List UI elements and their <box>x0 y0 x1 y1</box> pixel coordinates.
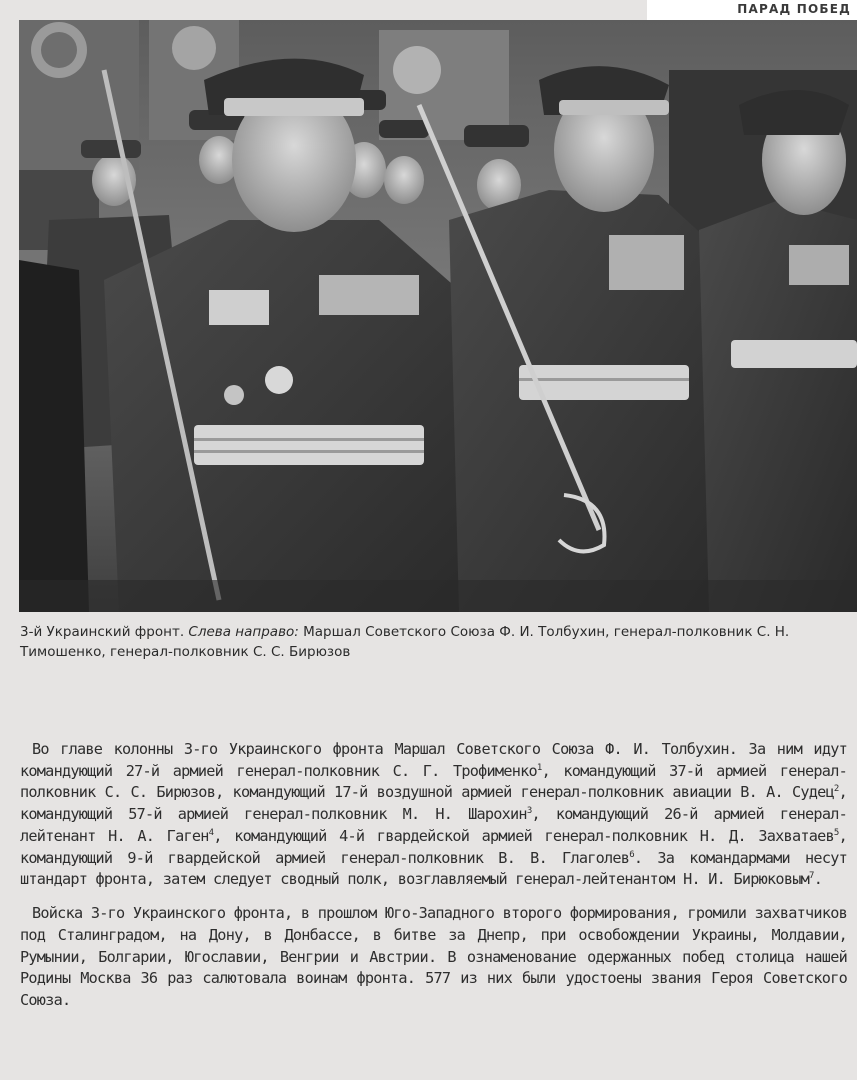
photo-caption <box>20 622 845 663</box>
caption-lead: 3-й Украинский фронт. <box>20 624 185 640</box>
running-head: ПАРАД ПОБЕД <box>737 2 851 16</box>
footnote-ref-4: 4 <box>208 827 214 838</box>
p1-text-5: , командующий 4-й гвардейской армией генерал-полковник Н. Д. Захватаев <box>213 826 834 845</box>
p1-text-4: , командующий 26-й армией генерал-лейтенант Н. А. Гаген <box>20 805 847 845</box>
footnote-ref-2: 2 <box>833 784 839 795</box>
caption-names: Маршал Советского Союза Ф. И. Толбухин, генерал-полковник С. Н. Тимошенко, генерал-полковник С. С. Бирюзов <box>20 624 790 661</box>
parade-photo <box>19 20 857 612</box>
p1-text-1: Во главе колонны 3-го Украинского фронта Маршал Советского Союза Ф. И. Толбухин. За ним идут командующий 27-й армией генерал-полковник С. Г. Трофименко <box>20 740 847 780</box>
parade-photo-illustration <box>19 20 857 612</box>
p1-text-3: , командующий 57-й армией генерал-полковник М. Н. Шарохин <box>20 783 847 824</box>
article-body <box>20 739 847 1024</box>
running-head-area <box>647 0 857 20</box>
footnote-ref-1: 1 <box>536 762 542 773</box>
footnote-ref-6: 6 <box>629 849 634 860</box>
footnote-ref-3: 3 <box>526 806 532 817</box>
footnote-ref-7: 7 <box>809 871 814 882</box>
p1-text-8: . <box>813 870 823 889</box>
p1-text-7: . За командармами несут штандарт фронта, затем следует сводный полк, возглавляемый генерал-лейтенантом Н. И. Бирюковым <box>20 848 847 889</box>
footnote-ref-5: 5 <box>833 827 839 838</box>
paragraph-2: Войска 3-го Украинского фронта, в прошлом Юго-Западного второго формирования, громили захватчиков под Сталинградом, на Дону, в Донбассе, в битве за Днепр, при освобождении Украины, Молдавии, Румынии, Болгарии, Югославии, Венгрии и Австрии. В ознаменование одержанных побед столица нашей Родины Москва 36 раз салютовала воинам фронта. 577 из них были удостоены звания Героя Советского Союза. <box>20 904 847 1010</box>
paragraph-1 <box>20 739 847 891</box>
p1-text-6: , командующий 9-й гвардейской армией генерал-полковник В. В. Глаголев <box>20 826 847 867</box>
p1-text-2: , командующий 37-й армией генерал-полковник С. С. Бирюзов, командующий 17-й воздушной армией генерал-полковник авиации В. А. Судец <box>20 761 847 802</box>
caption-direction: Слева направо: <box>188 624 299 640</box>
